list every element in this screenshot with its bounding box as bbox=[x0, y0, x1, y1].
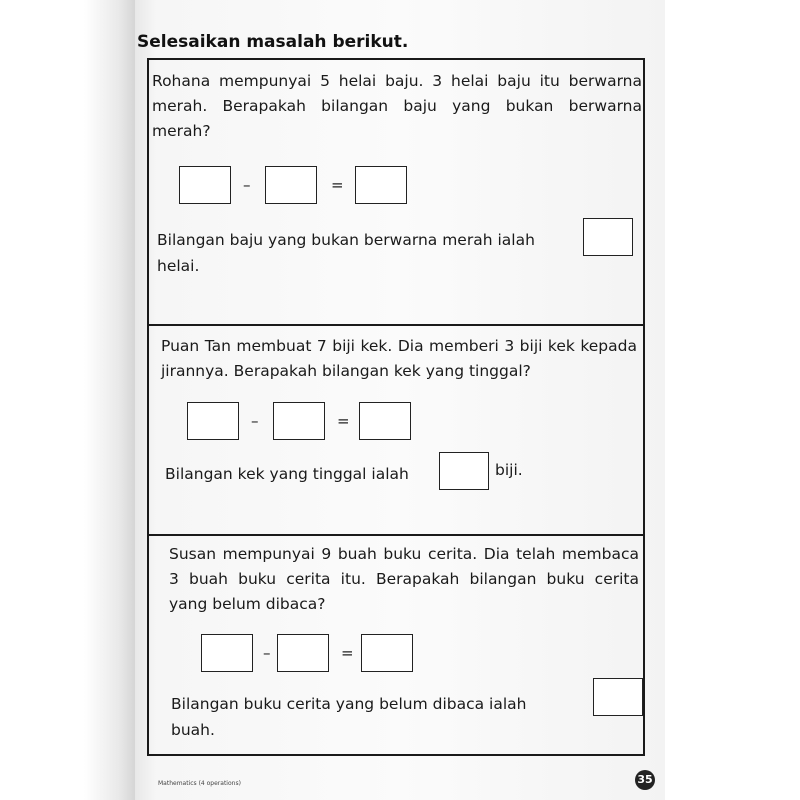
page-title: Selesaikan masalah berikut. bbox=[137, 32, 409, 52]
problem-3-answer-box[interactable] bbox=[593, 678, 643, 716]
problem-1-operand-1-box[interactable] bbox=[179, 166, 231, 204]
problem-1-answer-box[interactable] bbox=[583, 218, 633, 256]
problem-2-operand-1-box[interactable] bbox=[187, 402, 239, 440]
problem-1-answer-text: Bilangan baju yang bukan berwarna merah ialah bbox=[157, 231, 535, 249]
background-right bbox=[665, 0, 800, 800]
background-left bbox=[0, 0, 140, 800]
problem-2-question: Puan Tan membuat 7 biji kek. Dia memberi 3 biji kek kepada jirannya. Berapakah bilangan kek yang tinggal? bbox=[161, 337, 637, 380]
problem-3-answer-text: Bilangan buku cerita yang belum dibaca ialah bbox=[171, 695, 527, 713]
problem-1-answer-unit: helai. bbox=[157, 257, 200, 275]
problem-1-equals-sign: = bbox=[331, 176, 344, 194]
problem-2-answer-text: Bilangan kek yang tinggal ialah bbox=[165, 465, 409, 483]
problem-1-result-box[interactable] bbox=[355, 166, 407, 204]
problem-2-minus-sign: – bbox=[251, 412, 259, 430]
problem-3-answer-unit: buah. bbox=[171, 721, 215, 739]
problem-3-equals-sign: = bbox=[341, 644, 354, 662]
problem-3-operand-2-box[interactable] bbox=[277, 634, 329, 672]
problem-2-equals-sign: = bbox=[337, 412, 350, 430]
problem-3-operand-1-box[interactable] bbox=[201, 634, 253, 672]
page-number-badge: 35 bbox=[635, 770, 655, 790]
problem-2-result-box[interactable] bbox=[359, 402, 411, 440]
problem-3-box bbox=[147, 534, 645, 756]
problem-1-question: Rohana mempunyai 5 helai baju. 3 helai baju itu berwarna merah. Berapakah bilangan baju yang bukan berwarna merah? bbox=[152, 72, 642, 140]
footer-text: Mathematics (4 operations) bbox=[158, 780, 241, 787]
problem-1-box bbox=[147, 58, 645, 326]
problem-2-box bbox=[147, 324, 645, 536]
problem-3-minus-sign: – bbox=[263, 644, 271, 662]
problem-2-operand-2-box[interactable] bbox=[273, 402, 325, 440]
problem-3-question: Susan mempunyai 9 buah buku cerita. Dia telah membaca 3 buah buku cerita itu. Berapakah bilangan buku cerita yang belum dibaca? bbox=[169, 545, 639, 613]
problem-2-answer-box[interactable] bbox=[439, 452, 489, 490]
problem-1-minus-sign: – bbox=[243, 176, 251, 194]
problem-2-answer-unit: biji. bbox=[495, 461, 523, 479]
problem-1-operand-2-box[interactable] bbox=[265, 166, 317, 204]
problem-3-result-box[interactable] bbox=[361, 634, 413, 672]
